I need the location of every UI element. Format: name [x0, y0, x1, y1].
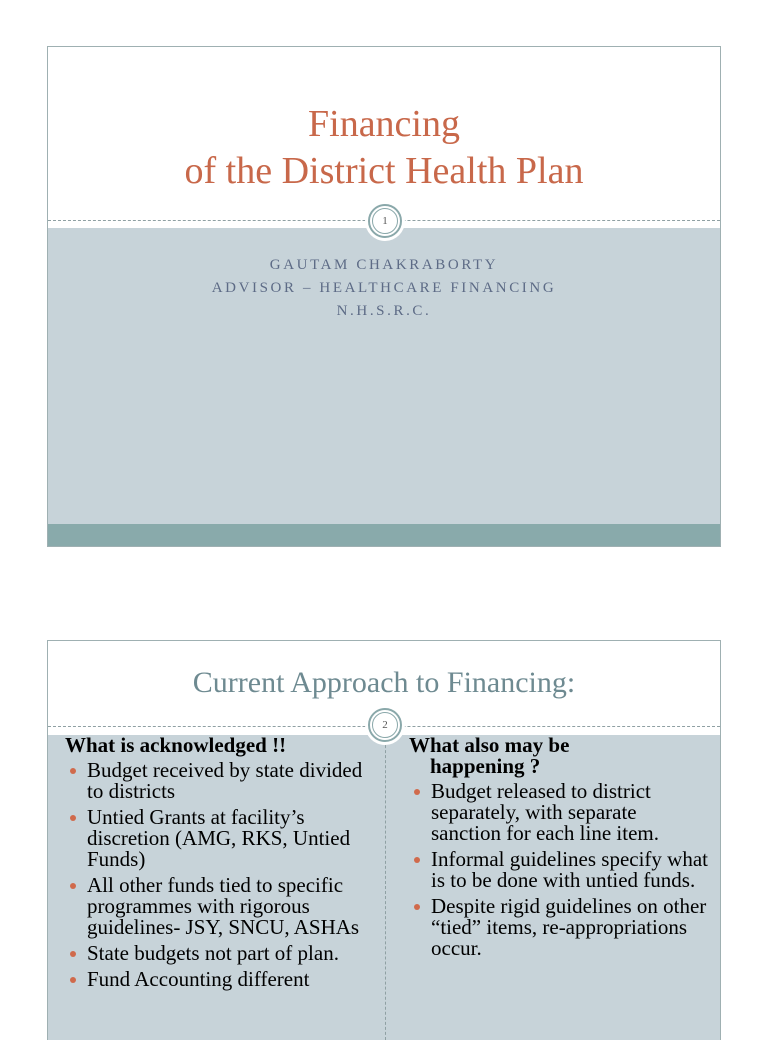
slide-title	[48, 101, 720, 195]
slide-number: 1	[372, 208, 398, 234]
left-bullet-list	[65, 760, 380, 990]
list-item: Fund Accounting different	[65, 969, 380, 990]
author-name: GAUTAM CHAKRABORTY	[269, 257, 499, 273]
organization: N.H.S.R.C.	[336, 303, 432, 319]
slide-title: Current Approach to Financing:	[192, 666, 576, 699]
list-item: State budgets not part of plan.	[65, 943, 380, 964]
right-heading-line-2: happening ?	[430, 754, 541, 778]
left-heading: What is acknowledged !!	[65, 733, 287, 757]
slide-2	[47, 640, 721, 1040]
title-area	[48, 47, 720, 220]
subtitle	[48, 254, 720, 323]
list-item: Informal guidelines specify what is to be done with untied funds.	[409, 849, 709, 891]
slide-number: 2	[372, 712, 398, 738]
list-item: Budget received by state divided to districts	[65, 760, 380, 802]
list-item: Despite rigid guidelines on other “tied” items, re-appropriations occur.	[409, 896, 709, 959]
author-role: ADVISOR – HEALTHCARE FINANCING	[211, 280, 557, 296]
slide-number-badge	[368, 204, 402, 238]
right-column	[409, 735, 709, 964]
slide-1	[47, 46, 721, 547]
list-item: Budget released to district separately, with separate sanction for each line item.	[409, 781, 709, 844]
right-heading	[409, 735, 709, 777]
list-item: Untied Grants at facility’s discretion (AMG, RKS, Untied Funds)	[65, 807, 380, 870]
title-line-2: of the District Health Plan	[184, 150, 584, 192]
title-line-1: Financing	[308, 103, 460, 145]
column-divider	[385, 735, 386, 1040]
subtitle-panel	[48, 228, 720, 524]
list-item: All other funds tied to specific programmes with rigorous guidelines- JSY, SNCU, ASHAs	[65, 875, 380, 938]
right-bullet-list	[409, 781, 709, 959]
footer-bar	[48, 524, 720, 547]
left-column	[65, 735, 380, 995]
right-heading-line-1: What also may be	[409, 733, 570, 757]
